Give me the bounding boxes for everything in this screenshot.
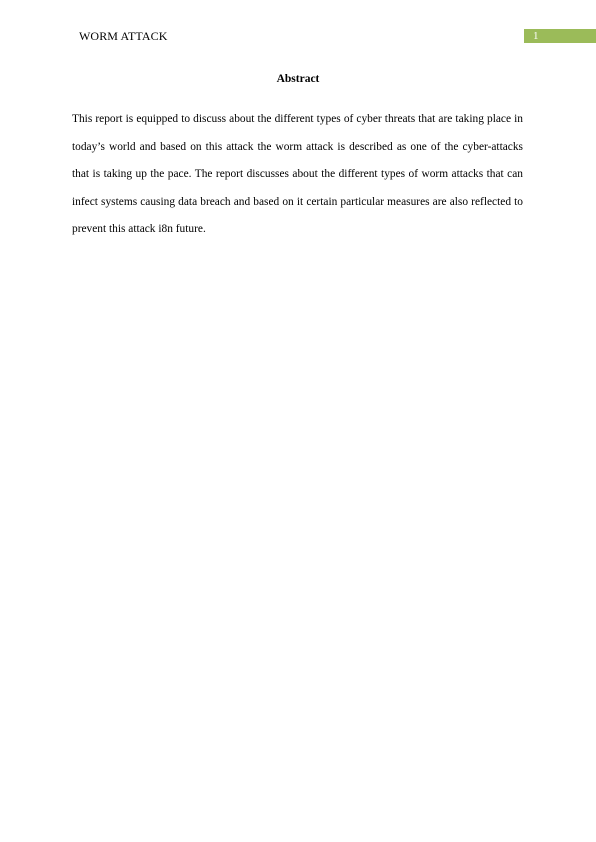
abstract-heading: Abstract bbox=[276, 73, 320, 85]
page-number-badge bbox=[524, 29, 596, 43]
running-header-title: WORM ATTACK bbox=[79, 29, 168, 43]
page-number: 1 bbox=[533, 30, 539, 42]
abstract-paragraph: This report is equipped to discuss about the different types of cyber threats that are taking place in today’s world and based on this attack the worm attack is described as one of the cyber-attacks that is taking up the pace. The report discusses about the different types of worm attacks that can infect systems causing data breach and based on it certain particular measures are also reflected to prevent this attack i8n future. bbox=[72, 113, 523, 236]
